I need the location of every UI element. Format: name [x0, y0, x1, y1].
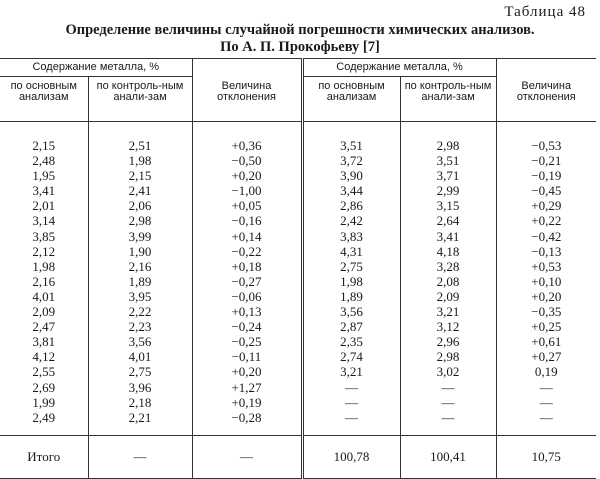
table-label: Таблица 48: [504, 4, 586, 20]
table-cell: +0,25: [531, 319, 562, 335]
table-cell: 4,01: [32, 288, 56, 304]
table-cell: 2,42: [340, 213, 363, 229]
table-cell: 3,15: [436, 198, 460, 214]
header-deviation-left: Величина отклонения: [192, 59, 302, 122]
table-cell: —: [539, 379, 553, 395]
col-right-control: [400, 122, 496, 436]
table-cell: 3,41: [32, 183, 56, 199]
table-cell: 2,08: [436, 273, 460, 289]
table-cell: +0,22: [531, 213, 562, 229]
table-cell: 2,15: [32, 138, 56, 153]
table-cell: 2,12: [32, 243, 56, 259]
table-cell: —: [345, 409, 359, 425]
table-cell: 3,21: [340, 364, 363, 380]
table-cell: 2,74: [340, 349, 363, 365]
table-cell: +0,27: [531, 349, 562, 365]
table-cell: 2,18: [128, 394, 152, 410]
table-cell: 2,96: [436, 334, 460, 350]
table-cell: 2,98: [436, 138, 460, 153]
table-cell: 2,49: [32, 409, 56, 425]
table-cell: +0,20: [231, 168, 262, 184]
total-right-control: 100,41: [400, 435, 496, 478]
table-cell: 2,16: [32, 273, 56, 289]
table-cell: 2,48: [32, 153, 56, 169]
table-cell: 4,18: [436, 243, 460, 259]
table-cell: 1,89: [340, 288, 363, 304]
table-cell: 3,71: [436, 168, 460, 184]
table-cell: 3,51: [340, 138, 363, 153]
table-cell: 3,96: [128, 379, 152, 395]
table-cell: 3,72: [340, 153, 363, 169]
header-basic-left: по основным анализам: [0, 77, 88, 122]
table-cell: 3,85: [32, 228, 56, 244]
header-basic-right: по основным анализам: [302, 77, 400, 122]
table-cell: −0,53: [531, 138, 562, 153]
table-cell: 2,16: [128, 258, 152, 274]
table-cell: +0,29: [531, 198, 562, 214]
total-right-deviation: 10,75: [496, 435, 596, 478]
table-cell: 1,98: [340, 273, 363, 289]
table-cell: 1,95: [32, 168, 56, 184]
table-cell: 2,47: [32, 319, 56, 335]
table-cell: 2,09: [436, 288, 460, 304]
data-table: [0, 58, 596, 479]
table-cell: 3,28: [436, 258, 460, 274]
header-control-right: по контроль-ным анали-зам: [400, 77, 496, 122]
table-cell: −0,13: [531, 243, 562, 259]
col-right-basic: [302, 122, 400, 436]
table-cell: 1,90: [128, 243, 152, 259]
table-cell: 3,02: [436, 364, 460, 380]
table-cell: −0,19: [531, 168, 562, 184]
table-cell: +0,20: [231, 364, 262, 380]
table-cell: −0,21: [531, 153, 562, 169]
table-cell: 2,86: [340, 198, 363, 214]
table-cell: 2,09: [32, 304, 56, 320]
table-cell: 2,69: [32, 379, 56, 395]
table-cell: 3,83: [340, 228, 363, 244]
table-cell: 0,19: [534, 364, 558, 380]
table-cell: 3,44: [340, 183, 363, 199]
header-deviation-right: Величина отклонения: [496, 59, 596, 122]
table-cell: 4,01: [128, 349, 152, 365]
table-cell: —: [539, 409, 553, 425]
table-cell: 3,14: [32, 213, 56, 229]
table-cell: 2,64: [436, 213, 460, 229]
table-cell: +0,18: [231, 258, 262, 274]
table-cell: 2,51: [128, 138, 152, 153]
table-cell: −0,25: [231, 334, 262, 350]
table-cell: —: [345, 394, 359, 410]
table-cell: 3,51: [436, 153, 460, 169]
col-left-control: [88, 122, 192, 436]
table-cell: +0,14: [231, 228, 262, 244]
table-cell: 1,99: [32, 394, 56, 410]
table-cell: 2,87: [340, 319, 363, 335]
table-cell: 3,99: [128, 228, 152, 244]
table-cell: 2,41: [128, 183, 152, 199]
table-cell: —: [539, 394, 553, 410]
table-cell: 2,98: [128, 213, 152, 229]
table-cell: −0,35: [531, 304, 562, 320]
table-cell: 2,23: [128, 319, 152, 335]
table-cell: 3,21: [436, 304, 460, 320]
table-cell: 2,99: [436, 183, 460, 199]
table-subtitle: По А. П. Прокофьеву [7]: [220, 39, 380, 55]
table-cell: −1,00: [231, 183, 262, 199]
table-cell: +0,61: [531, 334, 562, 350]
table-cell: 3,56: [128, 334, 152, 350]
table-cell: 2,01: [32, 198, 56, 214]
total-label: Итого: [0, 435, 88, 478]
header-metal-content-left: Содержание металла, %: [0, 59, 192, 77]
table-cell: 1,89: [128, 273, 152, 289]
table-cell: +0,20: [531, 288, 562, 304]
table-cell: 2,75: [340, 258, 363, 274]
table-cell: 3,12: [436, 319, 460, 335]
table-cell: 1,98: [128, 153, 152, 169]
col-left-deviation: [192, 122, 302, 436]
table-cell: 1,98: [32, 258, 56, 274]
table-cell: —: [441, 394, 455, 410]
table-cell: +0,13: [231, 304, 262, 320]
table-cell: —: [345, 379, 359, 395]
table-cell: 3,95: [128, 288, 152, 304]
table-cell: 2,06: [128, 198, 152, 214]
total-left-control: —: [88, 435, 192, 478]
total-right-basic: 100,78: [302, 435, 400, 478]
table-cell: 2,98: [436, 349, 460, 365]
header-metal-content-right: Содержание металла, %: [302, 59, 496, 77]
table-cell: −0,22: [231, 243, 262, 259]
table-cell: 2,75: [128, 364, 152, 380]
table-cell: 2,22: [128, 304, 152, 320]
table-cell: −0,24: [231, 319, 262, 335]
col-left-basic: [0, 122, 88, 436]
table-cell: 2,55: [32, 364, 56, 380]
table-cell: +0,36: [231, 138, 262, 153]
table-cell: +0,19: [231, 394, 262, 410]
table-cell: +0,53: [531, 258, 562, 274]
table-cell: 3,90: [340, 168, 363, 184]
table-cell: −0,16: [231, 213, 262, 229]
table-cell: +1,27: [231, 379, 262, 395]
table-cell: −0,45: [531, 183, 562, 199]
table-cell: −0,11: [231, 349, 262, 365]
total-left-deviation: —: [192, 435, 302, 478]
table-cell: 4,12: [32, 349, 56, 365]
table-cell: −0,28: [231, 409, 262, 425]
table-cell: −0,06: [231, 288, 262, 304]
col-right-deviation: [496, 122, 596, 436]
table-cell: 2,35: [340, 334, 363, 350]
table-cell: −0,50: [231, 153, 262, 169]
table-cell: 2,15: [128, 168, 152, 184]
table-cell: 3,41: [436, 228, 460, 244]
table-cell: 3,56: [340, 304, 363, 320]
header-control-left: по контроль-ным анали-зам: [88, 77, 192, 122]
table-cell: —: [441, 379, 455, 395]
table-cell: +0,10: [531, 273, 562, 289]
table-cell: +0,05: [231, 198, 262, 214]
table-cell: 3,81: [32, 334, 56, 350]
table-title: Определение величины случайной погрешности химических анализов.: [65, 22, 535, 38]
table-cell: —: [441, 409, 455, 425]
table-cell: −0,42: [531, 228, 562, 244]
table-cell: −0,27: [231, 273, 262, 289]
table-cell: 4,31: [340, 243, 363, 259]
table-cell: 2,21: [128, 409, 152, 425]
